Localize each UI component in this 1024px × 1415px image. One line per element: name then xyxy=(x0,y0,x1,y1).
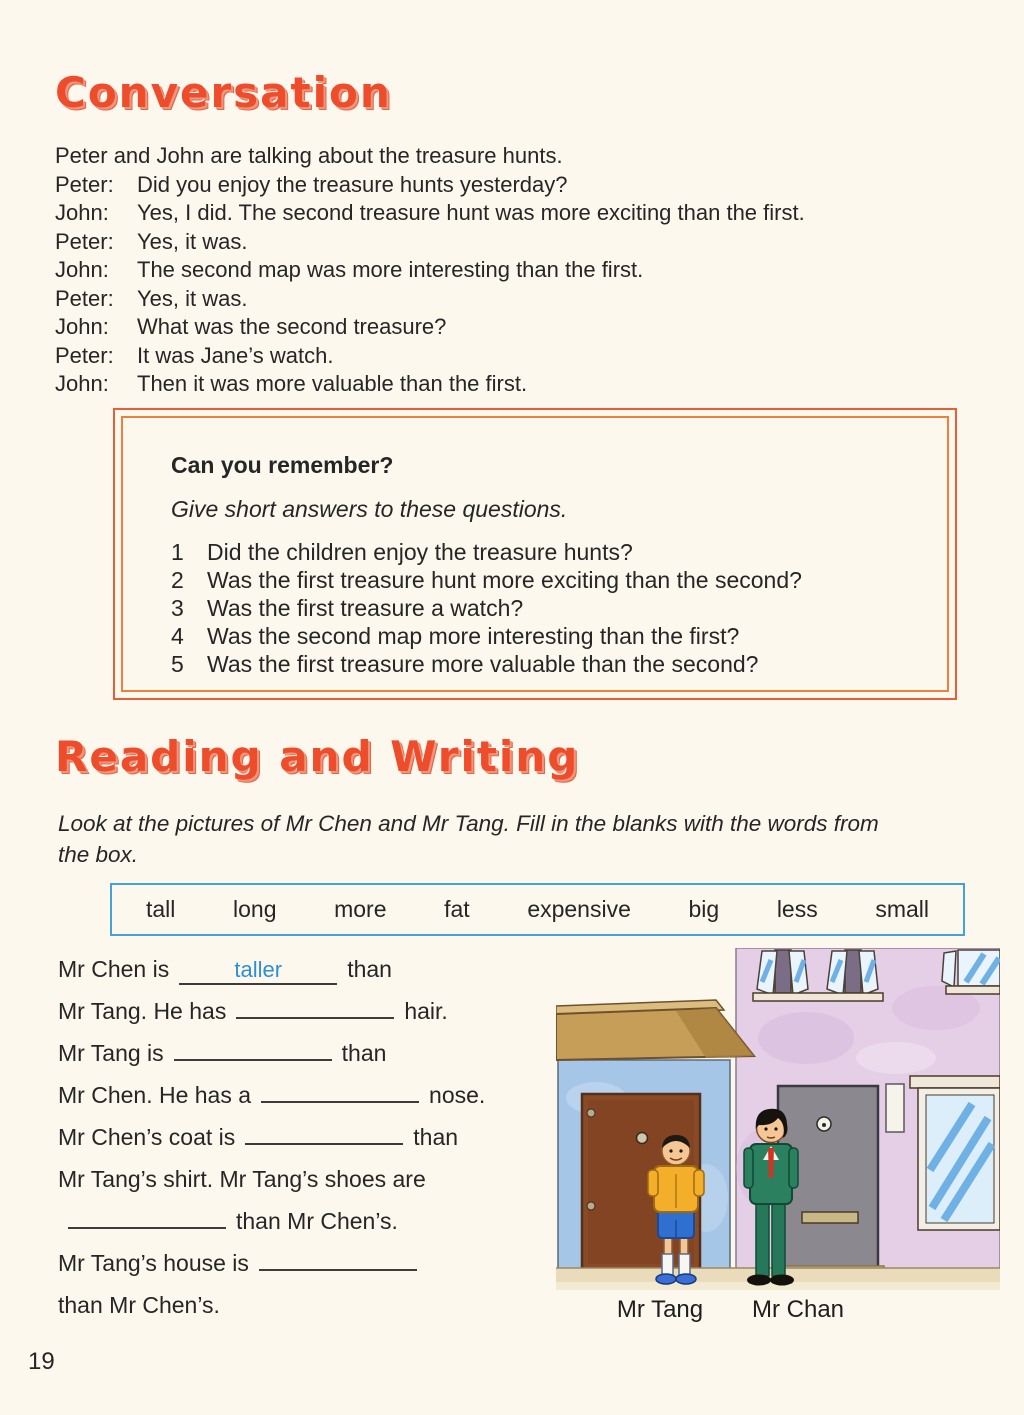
open-window xyxy=(827,950,878,995)
tie xyxy=(768,1148,774,1178)
question-number: 2 xyxy=(171,567,184,593)
sleeve xyxy=(789,1148,798,1188)
question-row xyxy=(171,566,907,594)
exercise-line xyxy=(58,1032,548,1074)
question-text: Was the first treasure hunt more exciting than the second? xyxy=(207,567,802,593)
door-sign xyxy=(886,1084,904,1132)
dialogue-line xyxy=(55,370,990,399)
word-box-item: long xyxy=(233,896,277,922)
fill-in-blanks-exercise xyxy=(58,948,548,1326)
answer-blank xyxy=(68,1200,226,1229)
label-mr-chan: Mr Chan xyxy=(751,1296,845,1323)
answer-blank xyxy=(174,1032,332,1061)
question-row xyxy=(171,538,907,566)
dialogue-line xyxy=(55,342,990,371)
exercise-line-text: Mr Chen is xyxy=(58,956,170,982)
question-text: Was the first treasure more valuable than the second? xyxy=(207,651,759,677)
window xyxy=(910,1076,1000,1230)
dialogue-line xyxy=(55,285,990,314)
illustration-mr-tang-mr-chan xyxy=(556,948,1000,1290)
remember-box-instruction: Give short answers to these questions. xyxy=(171,496,568,522)
exercise-line-text: Mr Tang’s shirt. Mr Tang’s shoes are xyxy=(58,1166,426,1192)
answer-blank xyxy=(259,1242,417,1271)
exercise-line-text-after: than xyxy=(341,1040,387,1066)
answer-blank xyxy=(261,1074,419,1103)
dialogue-speaker: John: xyxy=(55,314,109,339)
question-row xyxy=(171,622,907,650)
eye xyxy=(764,1127,767,1130)
question-text: Was the first treasure a watch? xyxy=(207,595,524,621)
exercise-line xyxy=(58,1074,548,1116)
dialogue-line xyxy=(55,313,990,342)
dialogue-text: Yes, it was. xyxy=(137,228,248,254)
question-row xyxy=(171,650,907,678)
word-box-item: more xyxy=(334,896,387,922)
question-number: 4 xyxy=(171,623,184,649)
word-box-item: tall xyxy=(146,896,176,922)
wall-highlight xyxy=(856,1042,936,1074)
page-number: 19 xyxy=(28,1348,55,1375)
door-knob-center xyxy=(822,1123,826,1127)
handwritten-answer: taller xyxy=(234,957,283,982)
dialogue-intro: Peter and John are talking about the treasure hunts. xyxy=(55,143,563,168)
exercise-line-text-after: hair. xyxy=(404,998,448,1024)
sleeve xyxy=(648,1170,658,1196)
exercise-line-text: than Mr Chen’s. xyxy=(58,1292,220,1318)
dialogue-speaker: Peter: xyxy=(55,342,114,368)
exercise-line-text: Mr Chen. He has a xyxy=(58,1082,252,1108)
word-box-item: big xyxy=(688,896,720,922)
dialogue-line xyxy=(55,171,990,200)
question-text: Did the children enjoy the treasure hunts? xyxy=(207,539,633,565)
exercise-line-text: Mr Tang. He has xyxy=(58,998,227,1024)
question-number: 1 xyxy=(171,539,184,565)
word-box-item: expensive xyxy=(527,896,631,922)
reading-writing-heading: Reading and Writing xyxy=(55,732,580,781)
dialogue-speaker: Peter: xyxy=(55,171,114,197)
trouser-leg xyxy=(772,1200,785,1276)
remember-questions xyxy=(171,538,907,678)
exercise-line-text-after: nose. xyxy=(429,1082,486,1108)
dialogue-text: Yes, it was. xyxy=(137,285,248,311)
dialogue-speaker: John: xyxy=(55,200,109,225)
door-knob xyxy=(637,1133,648,1144)
word-box-item: small xyxy=(875,896,929,922)
exercise-line-text-after: than Mr Chen’s. xyxy=(236,1208,398,1234)
question-row xyxy=(171,594,907,622)
question-number: 3 xyxy=(171,595,184,621)
wall-shading xyxy=(758,1012,854,1064)
exercise-line xyxy=(58,948,548,990)
blue-house xyxy=(556,1000,754,1272)
label-mr-tang: Mr Tang xyxy=(616,1296,704,1323)
sock xyxy=(662,1254,673,1276)
dialogue-line xyxy=(55,228,990,257)
dialogue-line xyxy=(55,199,990,228)
word-box-item: fat xyxy=(444,896,470,922)
shoe xyxy=(676,1274,696,1284)
exercise-line xyxy=(58,1242,548,1284)
dialogue-speaker: John: xyxy=(55,257,109,282)
remember-box-title: Can you remember? xyxy=(171,452,394,478)
dialogue-speaker: John: xyxy=(55,371,109,396)
sleeve xyxy=(694,1170,704,1196)
shoe xyxy=(656,1274,676,1284)
eye xyxy=(774,1127,777,1130)
eye xyxy=(669,1149,672,1152)
sock xyxy=(679,1254,690,1276)
conversation-dialogue xyxy=(55,142,990,399)
dialogue-line xyxy=(55,256,990,285)
exercise-line xyxy=(58,1158,548,1200)
can-you-remember-box xyxy=(113,408,957,700)
open-window xyxy=(757,950,808,995)
dialogue-text: Yes, I did. The second treasure hunt was more exciting than the first. xyxy=(137,200,805,225)
answer-blank xyxy=(179,956,337,985)
exercise-line-text: Mr Tang’s house is xyxy=(58,1250,249,1276)
dialogue-text: The second map was more interesting than the first. xyxy=(137,257,644,282)
exercise-line-text: Mr Chen’s coat is xyxy=(58,1124,236,1150)
word-box xyxy=(110,883,965,936)
dialogue-text: Did you enjoy the treasure hunts yesterday? xyxy=(137,171,568,197)
trouser-leg xyxy=(756,1200,769,1276)
question-number: 5 xyxy=(171,651,184,677)
exercise-line-text-after: than xyxy=(347,956,392,982)
shoe xyxy=(770,1275,794,1286)
shoe xyxy=(747,1275,771,1286)
exercise-line xyxy=(58,1284,548,1326)
word-box-item: less xyxy=(776,896,818,922)
dialogue-text: It was Jane’s watch. xyxy=(137,342,334,368)
question-text: Was the second map more interesting than the first? xyxy=(207,623,740,649)
window-sill xyxy=(753,993,883,1001)
window xyxy=(942,950,1000,994)
can-you-remember-inner xyxy=(121,416,949,692)
exercise-line xyxy=(58,1200,548,1242)
dialogue-speaker: Peter: xyxy=(55,228,114,254)
letter-slot xyxy=(802,1212,858,1223)
exercise-line-text: Mr Tang is xyxy=(58,1040,164,1066)
dialogue-lines xyxy=(55,171,990,399)
exercise-line xyxy=(58,1116,548,1158)
conversation-heading: Conversation xyxy=(55,68,392,117)
door-hinge xyxy=(587,1202,595,1210)
dialogue-text: Then it was more valuable than the first. xyxy=(137,371,528,396)
answer-blank xyxy=(236,990,394,1019)
reading-writing-instruction: Look at the pictures of Mr Chen and Mr Tang. Fill in the blanks with the words from the box. xyxy=(58,811,879,867)
dialogue-speaker: Peter: xyxy=(55,285,114,311)
eye xyxy=(679,1149,682,1152)
exercise-line xyxy=(58,990,548,1032)
dialogue-text: What was the second treasure? xyxy=(137,314,447,339)
exercise-line-text-after: than xyxy=(413,1124,459,1150)
sleeve xyxy=(744,1148,753,1188)
answer-blank xyxy=(245,1116,403,1145)
door-hinge xyxy=(587,1109,595,1117)
